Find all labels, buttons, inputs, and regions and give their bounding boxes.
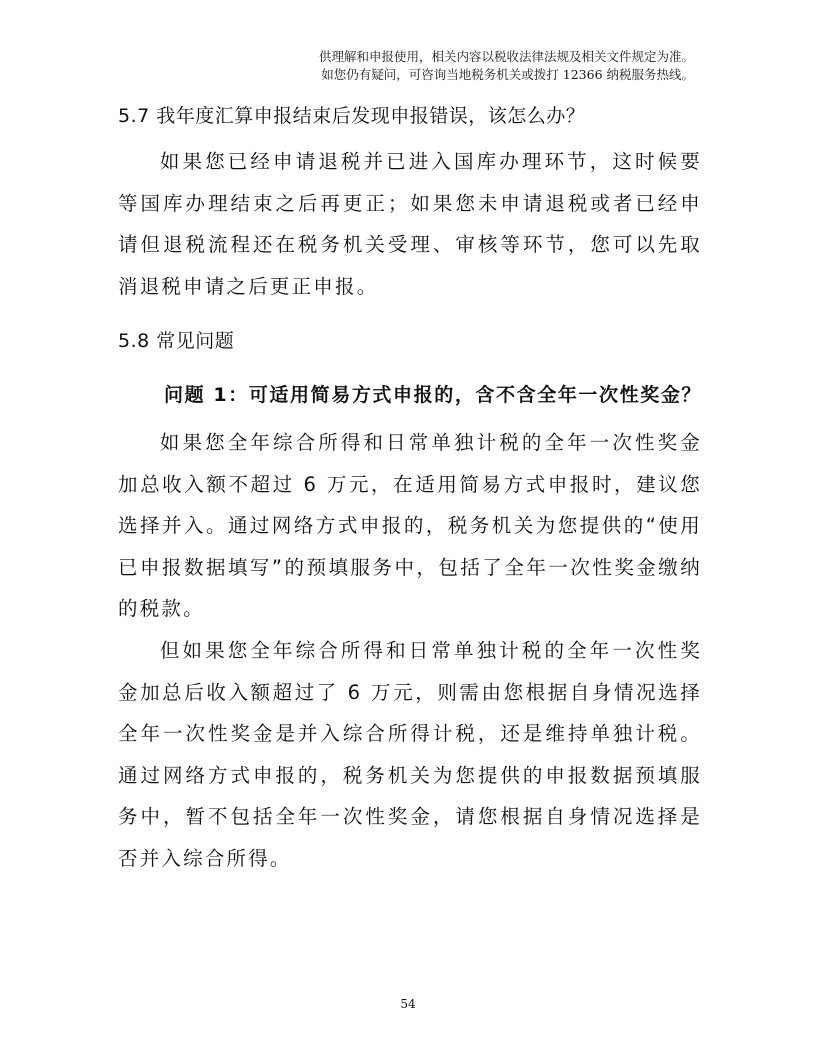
- section-5-7-paragraph: 如果您已经申请退税并已进入国库办理环节，这时候要等国库办理结束之后再更正；如果您未申请退税或者已经申请但退税流程还在税务机关受理、审核等环节，您可以先取消退税申请之后更正申报。: [118, 150, 702, 298]
- page-header: [319, 48, 694, 84]
- question-1-answer-paragraph-2: 但如果您全年综合所得和日常单独计税的全年一次性奖金加总后收入额超过了 6 万元，则需由您根据自身情况选择全年一次性奖金是并入综合所得计税，还是维持单独计税。通过网络方式申报的，税务机关为您提供的申报数据预填服务中，暂不包括全年一次性奖金，请您根据自身情况选择是否并入综合所得。: [118, 639, 702, 870]
- page-number: 54: [400, 997, 416, 1011]
- header-hotline-line: 如您仍有疑问，可咨询当地税务机关或拨打 12366 纳税服务热线。: [321, 67, 694, 82]
- question-1-heading: 问题 1：可适用简易方式申报的，含不含全年一次性奖金？: [164, 384, 703, 406]
- section-5-7-heading: 5.7 我年度汇算申报结束后发现申报错误，该怎么办？: [118, 105, 586, 127]
- section-5-8-heading: 5.8 常见问题: [118, 330, 235, 352]
- header-disclaimer-line: 供理解和申报使用，相关内容以税收法律法规及相关文件规定为准。: [318, 49, 694, 64]
- question-1-answer-paragraph-1: 如果您全年综合所得和日常单独计税的全年一次性奖金加总收入额不超过 6 万元，在适用简易方式申报时，建议您选择并入。通过网络方式申报的，税务机关为您提供的“使用已申报数据填写”的预填服务中，包括了全年一次性奖金缴纳的税款。: [118, 431, 702, 620]
